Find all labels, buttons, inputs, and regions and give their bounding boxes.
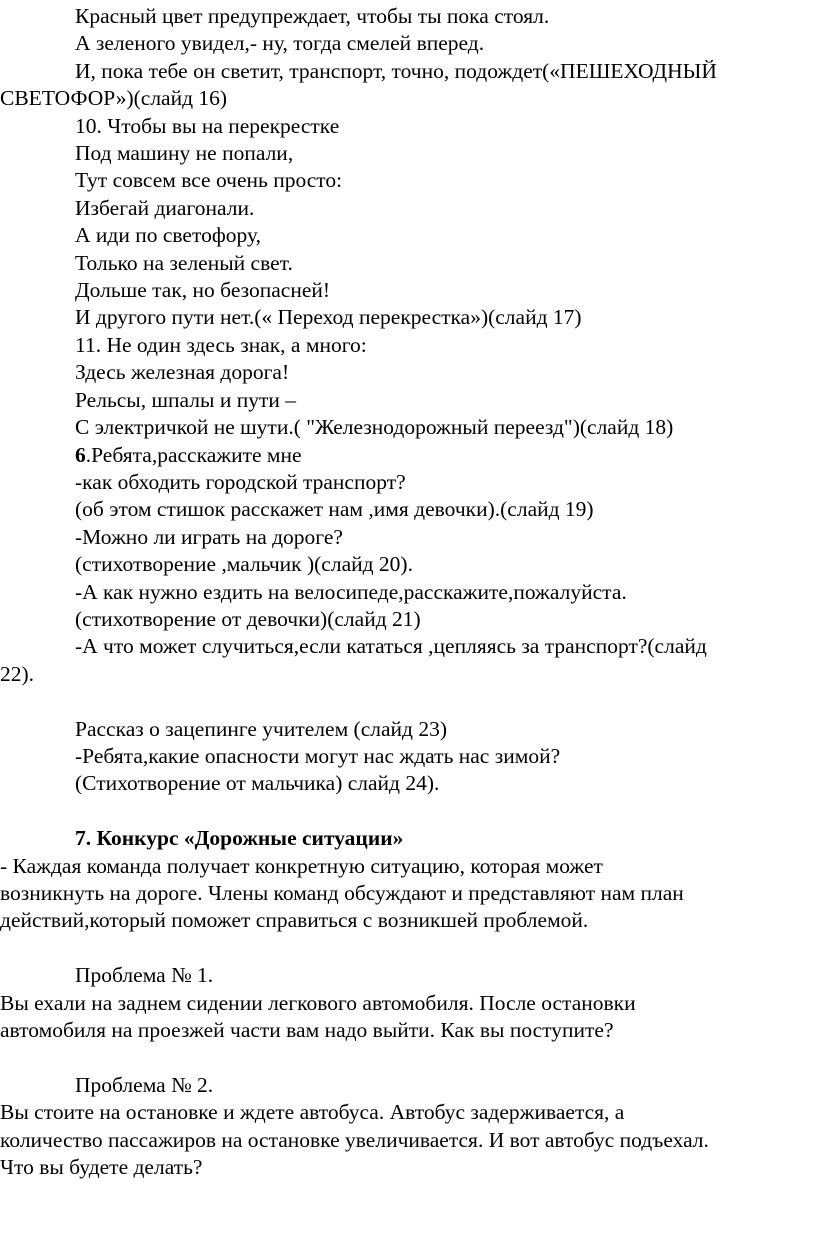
text-line: -А как нужно ездить на велосипеде,расскажите,пожалуйста. — [75, 579, 627, 604]
poem-line: 10. Чтобы вы на перекрестке — [75, 113, 340, 138]
contest-text-line: - Каждая команда получает конкретную ситуацию, которая может — [0, 853, 603, 878]
blank-line — [0, 798, 816, 825]
text-line: -Можно ли играть на дороге? — [75, 524, 343, 549]
problem-text-line: Вы стоите на остановке и ждете автобуса. Автобус задерживается, а — [0, 1100, 625, 1125]
text-line: -как обходить городской транспорт? — [75, 469, 406, 494]
contest-text-line: действий,который поможет справиться с возникшей проблемой. — [0, 908, 589, 933]
poem-line: А иди по светофору, — [75, 223, 261, 248]
section-text: .Ребята,расскажите мне — [85, 442, 302, 467]
poem-line: Красный цвет предупреждает, чтобы ты пока стоял. — [75, 4, 550, 28]
poem-line: С электричкой не шути.( "Железнодорожный переезд")(слайд 18) — [75, 415, 674, 440]
blank-line — [0, 688, 816, 715]
problem-text-line: Что вы будете делать? — [0, 1155, 203, 1179]
problem-text-line: Вы ехали на заднем сидении легкового автомобиля. После остановки — [0, 990, 636, 1015]
blank-line — [0, 1044, 816, 1071]
problem-text-line: автомобиля на проезжей части вам надо выйти. Как вы поступите? — [0, 1017, 614, 1042]
problem-title: Проблема № 1. — [75, 963, 214, 988]
text-line: (стихотворение от девочки)(слайд 21) — [75, 606, 421, 631]
poem-line: 11. Не один здесь знак, а много: — [75, 332, 367, 357]
text-line: -А что может случиться,если кататься ,цепляясь за транспорт?(слайд — [75, 634, 707, 659]
text-line: (об этом стишок расскажет нам ,имя девочки).(слайд 19) — [75, 497, 594, 522]
poem-line: Здесь железная дорога! — [75, 360, 290, 385]
blank-line — [0, 935, 816, 962]
poem-line: А зеленого увидел,- ну, тогда смелей вперед. — [75, 31, 485, 56]
poem-line: Только на зеленый свет. — [75, 250, 293, 275]
poem-line: Дольше так, но безопасней! — [75, 278, 331, 303]
poem-line: И другого пути нет.(« Переход перекрестка»)(слайд 17) — [75, 305, 582, 330]
poem-line: Под машину не попали, — [75, 141, 294, 166]
poem-line: Рельсы, шпалы и пути – — [75, 387, 296, 412]
section-6-line — [0, 442, 816, 469]
text-line: (стихотворение ,мальчик )(слайд 20). — [75, 552, 413, 577]
text-line: Рассказ о зацепинге учителем (слайд 23) — [75, 716, 448, 741]
poem-line: СВЕТОФОР»)(слайд 16) — [0, 86, 228, 111]
text-line: 22). — [0, 661, 35, 686]
poem-line: Тут совсем все очень просто: — [75, 168, 343, 193]
text-line: -Ребята,какие опасности могут нас ждать нас зимой? — [75, 743, 561, 768]
text-line: (Стихотворение от мальчика) слайд 24). — [75, 771, 440, 796]
contest-text-line: возникнуть на дороге. Члены команд обсуждают и представляют нам план — [0, 880, 684, 905]
section-number: 6 — [75, 442, 86, 467]
problem-title: Проблема № 2. — [75, 1072, 214, 1097]
section-heading: 7. Конкурс «Дорожные ситуации» — [75, 826, 404, 851]
problem-text-line: количество пассажиров на остановке увеличивается. И вот автобус подъехал. — [0, 1127, 709, 1152]
poem-line: Избегай диагонали. — [75, 195, 255, 220]
poem-line: И, пока тебе он светит, транспорт, точно, подождет(«ПЕШЕХОДНЫЙ — [75, 58, 717, 83]
